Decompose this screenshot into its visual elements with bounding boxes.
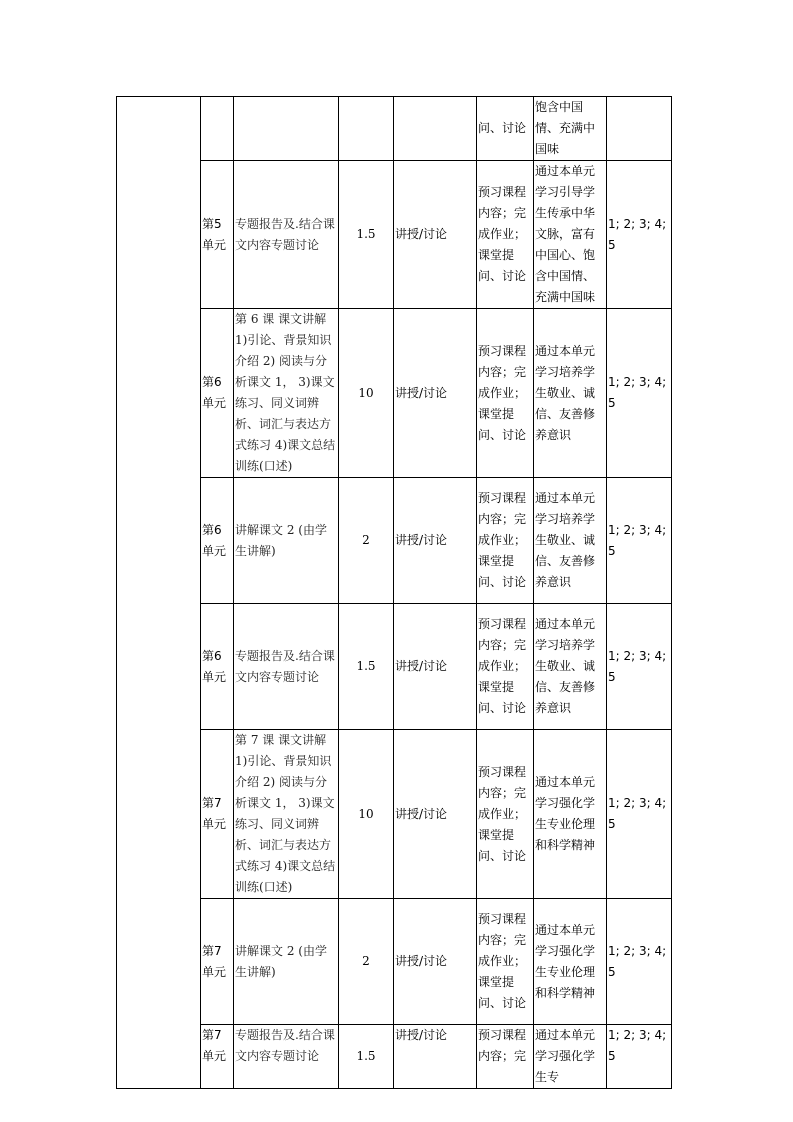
content-cell: 专题报告及.结合课文内容专题讨论 xyxy=(234,161,339,309)
objectives-cell: 1; 2; 3; 4; 5 xyxy=(607,161,672,309)
content-text: 第 7 课 课文讲解 1)引论、背景知识介绍 2) 阅读与分析课文 1， 3)课文练习、同义词辨析、词汇与表达方式练习 4)课文总结训练(口述) xyxy=(235,733,336,894)
content-cell xyxy=(234,97,339,161)
table-row xyxy=(117,604,672,730)
table-row xyxy=(117,478,672,604)
merged-left-cell xyxy=(117,97,201,1089)
unit-cell: 第7单元 xyxy=(201,730,234,899)
objectives-cell: 1; 2; 3; 4; 5 xyxy=(607,899,672,1025)
method-cell: 讲授/讨论 xyxy=(394,604,477,730)
requirement-cell: 预习课程内容；完 xyxy=(477,1025,534,1089)
hours-cell: 2 xyxy=(339,899,394,1025)
goal-cell: 通过本单元学习培养学生敬业、诚信、友善修养意识 xyxy=(534,309,607,478)
table-row xyxy=(117,899,672,1025)
requirement-cell: 预习课程内容；完成作业；课堂提问、讨论 xyxy=(477,478,534,604)
goal-cell: 通过本单元学习强化学生专业伦理和科学精神 xyxy=(534,899,607,1025)
objectives-cell: 1; 2; 3; 4; 5 xyxy=(607,309,672,478)
table-row xyxy=(117,730,672,899)
objectives-cell: 1; 2; 3; 4; 5 xyxy=(607,1025,672,1089)
unit-cell: 第7单元 xyxy=(201,1025,234,1089)
table-row xyxy=(117,309,672,478)
method-cell: 讲授/讨论 xyxy=(394,478,477,604)
unit-cell: 第7单元 xyxy=(201,899,234,1025)
method-cell xyxy=(394,97,477,161)
unit-cell: 第6单元 xyxy=(201,478,234,604)
hours-cell xyxy=(339,97,394,161)
requirement-cell: 预习课程内容；完成作业；课堂提问、讨论 xyxy=(477,899,534,1025)
content-cell xyxy=(234,730,339,899)
hours-cell: 2 xyxy=(339,478,394,604)
hours-cell: 10 xyxy=(339,730,394,899)
content-text: 第 6 课 课文讲解 1)引论、背景知识介绍 2) 阅读与分析课文 1， 3)课文练习、同义词辨析、词汇与表达方式练习 4)课文总结训练(口述) xyxy=(235,312,336,473)
table-row xyxy=(117,161,672,309)
goal-cell: 通过本单元学习培养学生敬业、诚信、友善修养意识 xyxy=(534,478,607,604)
method-cell: 讲授/讨论 xyxy=(394,899,477,1025)
objectives-cell: 1; 2; 3; 4; 5 xyxy=(607,604,672,730)
content-cell: 讲解课文 2 (由学生讲解) xyxy=(234,478,339,604)
unit-cell: 第5单元 xyxy=(201,161,234,309)
goal-cell: 通过本单元学习培养学生敬业、诚信、友善修养意识 xyxy=(534,604,607,730)
hours-cell: 1.5 xyxy=(339,1025,394,1089)
hours-cell: 1.5 xyxy=(339,604,394,730)
method-cell: 讲授/讨论 xyxy=(394,1025,477,1089)
requirement-cell: 预习课程内容；完成作业；课堂提问、讨论 xyxy=(477,309,534,478)
requirement-cell: 预习课程内容；完成作业；课堂提问、讨论 xyxy=(477,161,534,309)
method-cell: 讲授/讨论 xyxy=(394,730,477,899)
method-cell: 讲授/讨论 xyxy=(394,309,477,478)
course-schedule-table xyxy=(116,96,672,1089)
objectives-cell xyxy=(607,97,672,161)
unit-cell: 第6单元 xyxy=(201,604,234,730)
objectives-cell: 1; 2; 3; 4; 5 xyxy=(607,478,672,604)
goal-cell: 通过本单元学习强化学生专业伦理和科学精神 xyxy=(534,730,607,899)
unit-cell xyxy=(201,97,234,161)
goal-cell: 通过本单元学习引导学生传承中华文脉，富有中国心、饱含中国情、充满中国味 xyxy=(534,161,607,309)
table-row xyxy=(117,1025,672,1089)
method-cell: 讲授/讨论 xyxy=(394,161,477,309)
requirement-cell: 预习课程内容；完成作业；课堂提问、讨论 xyxy=(477,604,534,730)
table-row xyxy=(117,97,672,161)
content-cell: 专题报告及.结合课文内容专题讨论 xyxy=(234,1025,339,1089)
content-cell: 讲解课文 2 (由学生讲解) xyxy=(234,899,339,1025)
requirement-cell: 预习课程内容；完成作业；课堂提问、讨论 xyxy=(477,730,534,899)
unit-cell: 第6单元 xyxy=(201,309,234,478)
hours-cell: 10 xyxy=(339,309,394,478)
hours-cell: 1.5 xyxy=(339,161,394,309)
content-cell: 专题报告及.结合课文内容专题讨论 xyxy=(234,604,339,730)
content-cell xyxy=(234,309,339,478)
goal-cell: 饱含中国情、充满中国味 xyxy=(534,97,607,161)
requirement-cell: 问、讨论 xyxy=(477,97,534,161)
goal-cell: 通过本单元学习强化学生专 xyxy=(534,1025,607,1089)
objectives-cell: 1; 2; 3; 4; 5 xyxy=(607,730,672,899)
